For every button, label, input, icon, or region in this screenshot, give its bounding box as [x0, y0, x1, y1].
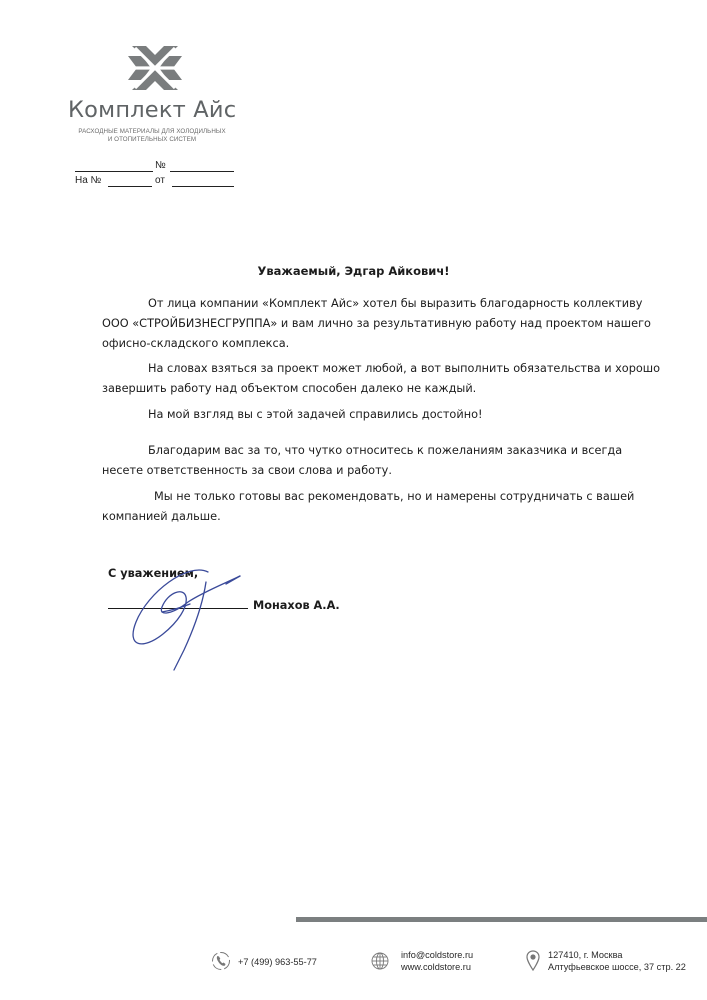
handwritten-signature [118, 562, 268, 677]
phone-icon [211, 951, 231, 971]
paragraph-2: На словах взяться за проект может любой, а вот выполнить обязательства и хорошо завершить работу над объектом способен далеко не каждый. [102, 362, 661, 395]
snowflake-icon [124, 42, 186, 94]
paragraph-1: От лица компании «Комплект Айс» хотел бы выразить благодарность коллективу ООО «СТРОЙБИЗНЕСГРУППА» и вам лично за результативную работу над проектом нашего офисно-складского комплекса. [102, 297, 651, 350]
footer-web [401, 949, 473, 973]
globe-icon [370, 951, 390, 971]
reply-date-line [172, 186, 234, 187]
reply-to-label: На № [75, 175, 102, 186]
brand-tagline [72, 128, 232, 144]
closing: С уважением, [108, 567, 199, 580]
paragraph-5: Мы не только готовы вас рекомендовать, но и намерены сотрудничать с вашей компанией дальше. [102, 490, 635, 523]
tagline-line-1: РАСХОДНЫЕ МАТЕРИАЛЫ ДЛЯ ХОЛОДИЛЬНЫХ [78, 128, 226, 135]
signer-name: Монахов А.А. [253, 599, 340, 612]
tagline-line-2: И ОТОПИТЕЛЬНЫХ СИСТЕМ [107, 136, 197, 143]
outgoing-number-date-line [75, 171, 153, 172]
footer-address-line-1: 127410, г. Москва [548, 950, 623, 960]
footer-address-line-2: Алтуфьевское шоссе, 37 стр. 22 [548, 962, 686, 972]
greeting: Уважаемый, Эдгар Айкович! [257, 264, 450, 278]
paragraph-4: Благодарим вас за то, что чутко относитесь к пожеланиям заказчика и всегда несете ответственность за свои слова и работу. [102, 444, 623, 477]
brand-name: Комплект Айс [68, 97, 237, 123]
footer-divider [296, 917, 707, 922]
footer-phone[interactable]: +7 (499) 963-55-77 [238, 957, 317, 967]
footer-address [548, 949, 686, 973]
number-label: № [155, 160, 166, 171]
from-label: от [155, 175, 165, 186]
footer-website[interactable]: www.coldstore.ru [401, 962, 471, 972]
footer-email[interactable]: info@coldstore.ru [401, 950, 474, 960]
reply-number-line [108, 186, 152, 187]
outgoing-number-line [170, 171, 234, 172]
paragraph-3: На мой взгляд вы с этой задачей справились достойно! [148, 408, 483, 421]
location-pin-icon [526, 950, 540, 972]
